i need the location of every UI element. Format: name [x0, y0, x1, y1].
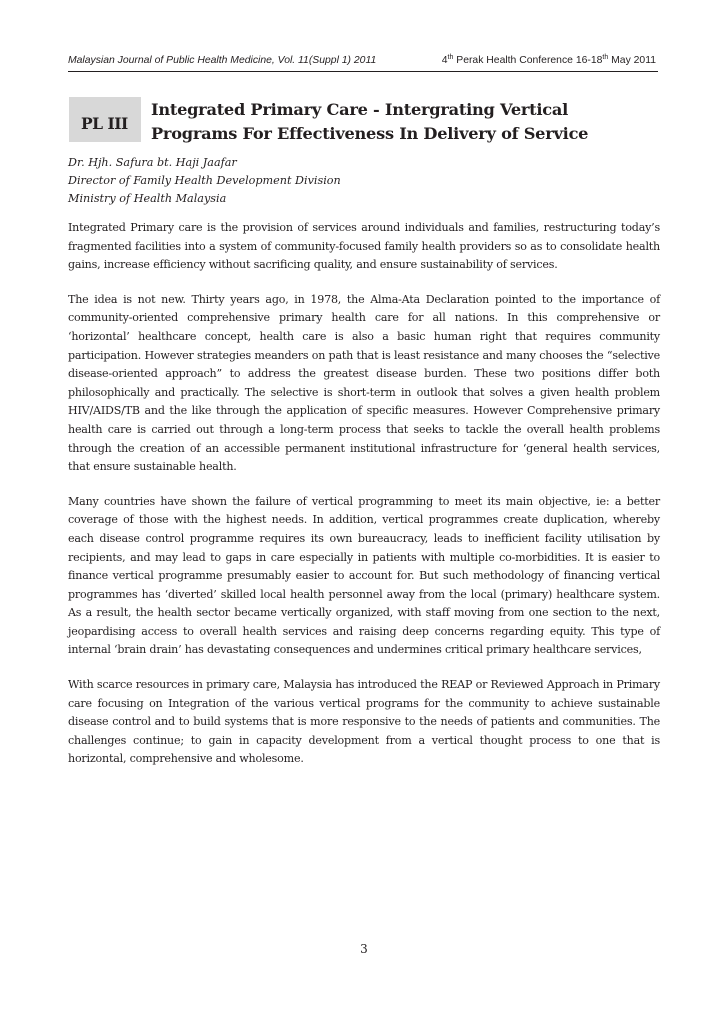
conference-date: May 2011 [608, 55, 656, 66]
page-number: 3 [360, 942, 368, 956]
conference-number-suffix: th [447, 54, 454, 61]
paragraph: With scarce resources in primary care, Malaysia has introduced the REAP or Reviewed Approach in Primary care focusing on Integration of the various vertical programs for the community to achieve sustainable disease control and to build systems that is more responsive to the needs of patients and communities. The challenges continue; to gain in capacity development from a vertical thought process to one that is horizontal, comprehensive and wholesome. [68, 678, 660, 766]
article-title [151, 98, 671, 146]
title-line-1: Integrated Primary Care - Intergrating Vertical [151, 100, 569, 119]
section-label-box [69, 97, 141, 142]
author-position: Director of Family Health Development Division [68, 174, 341, 187]
paragraph: The idea is not new. Thirty years ago, in 1978, the Alma-Ata Declaration pointed to the importance of community-oriented comprehensive primary health care for all nations. In this comprehensive or ‘horizontal’ healthcare concept, health care is also a basic human right that requires community participation. However strategies meanders on path that is least resistance and many chooses the “selective disease-oriented approach” to address the greatest disease burden. These two positions differ both philosophically and practically. The selective is short-term in outlook that solves a given health problem HIV/AIDS/TB and the like through the application of specific measures. However Comprehensive primary health care is carried out through a long-term process that seeks to tackle the overall health problems through the creation of an accessible permanent institutional infrastructure for ‘general health services, that ensure sustainable health. [68, 292, 660, 474]
running-header [68, 44, 658, 72]
conference-number: 4 [441, 55, 448, 66]
conference-name: Perak Health Conference 16-18 [453, 55, 603, 66]
author-name: Dr. Hjh. Safura bt. Haji Jaafar [68, 156, 237, 169]
author-organization: Ministry of Health Malaysia [68, 192, 227, 205]
article-body [68, 219, 660, 785]
author-block [68, 154, 341, 208]
conference-date-suffix: th [602, 54, 609, 61]
conference-info [442, 55, 656, 66]
paragraph: Integrated Primary care is the provision of services around individuals and families, restructuring today’s fragmented facilities into a system of community-focused family health providers so as to consolidate health gains, increase efficiency without sacrificing quality, and ensure sustainability of services. [68, 221, 660, 272]
section-label: PL III [81, 114, 128, 133]
paragraph: Many countries have shown the failure of vertical programming to meet its main objective, ie: a better coverage of those with the highest needs. In addition, vertical programmes create duplication, whereby each disease control programme requires its own bureaucracy, leads to inefficient facility utilisation by recipients, and may lead to gaps in care especially in patients with multiple co-morbidities. It is easier to finance vertical programme presumably easier to account for. But such methodology of financing vertical programmes has ‘diverted’ skilled local health personnel away from the local (primary) healthcare system. As a result, the health sector became vertically organized, with staff moving from one section to the next, jeopardising access to overall health services and raising deep concerns regarding equity. This type of internal ‘brain drain’ has devastating consequences and undermines critical primary healthcare services, [68, 494, 660, 657]
title-line-2: Programs For Effectiveness In Delivery of Service [151, 124, 589, 143]
journal-citation: Malaysian Journal of Public Health Medicine, Vol. 11(Suppl 1) 2011 [68, 55, 377, 66]
